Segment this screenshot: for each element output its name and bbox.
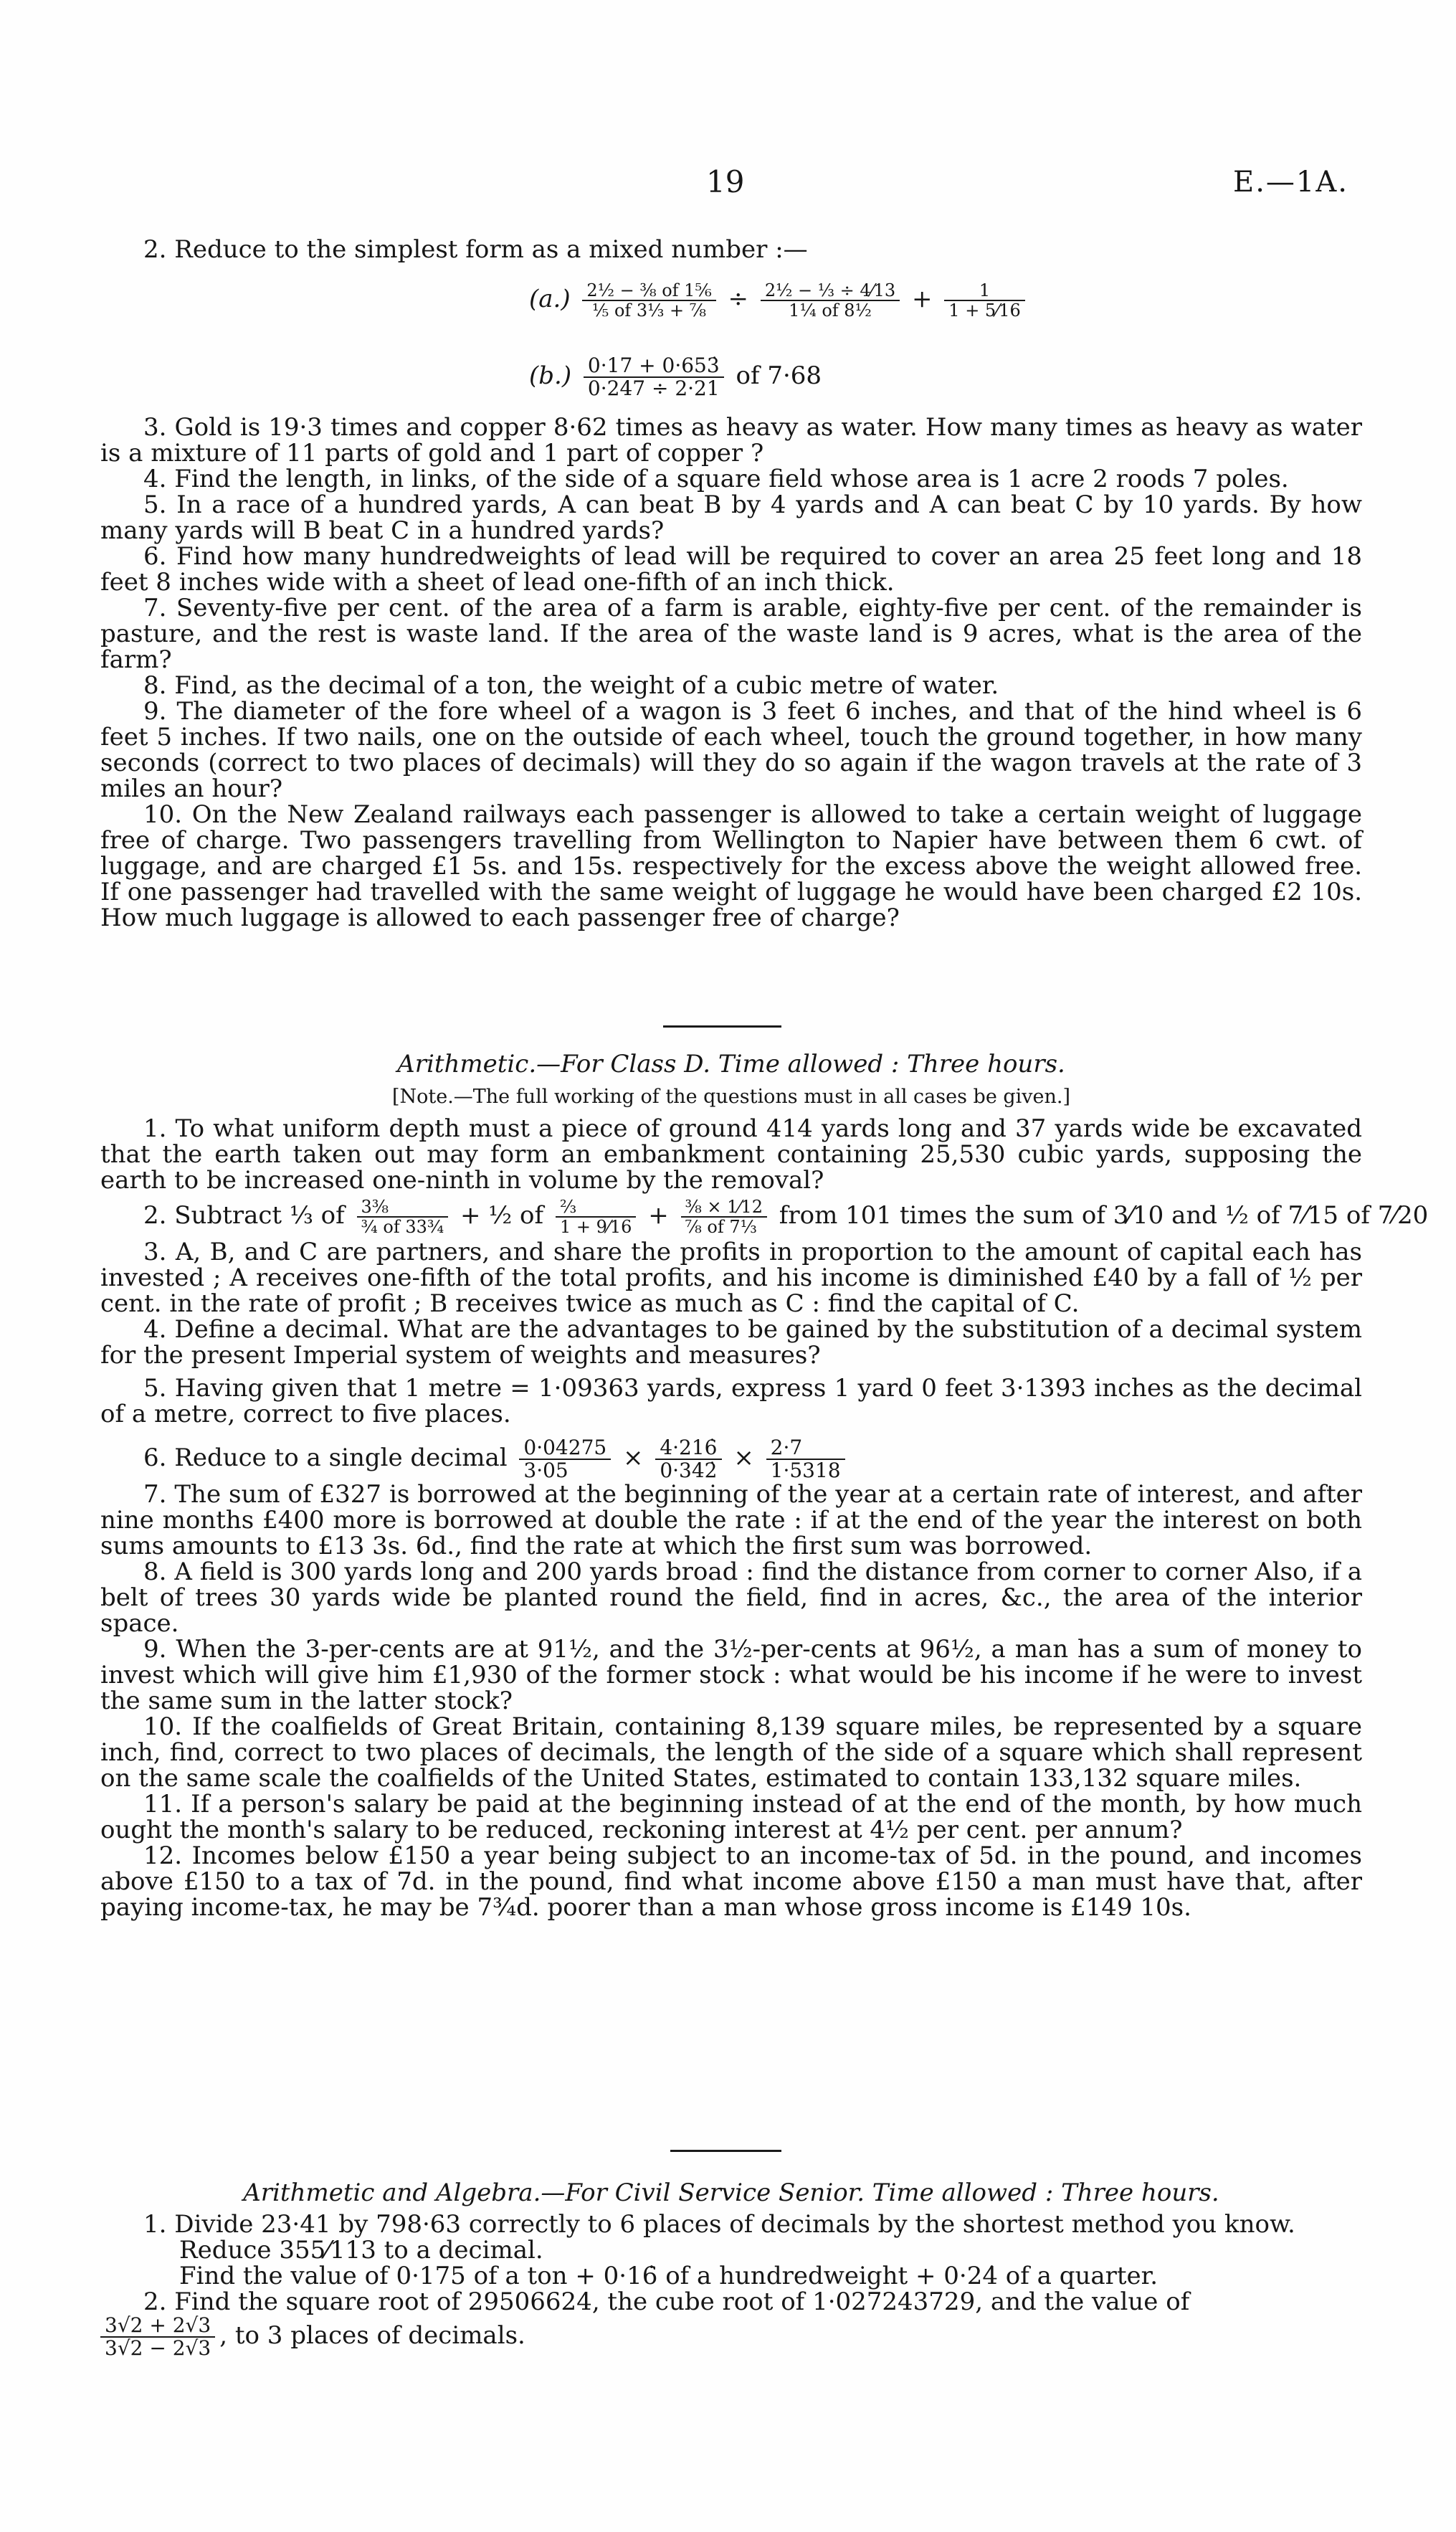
question: 9. When the 3-per-cents are at 91½, and the 3½-per-cents at 96½, a man has a sum of money to invest which will give him £1,930 of the former stock : what would be his income if he were to invest the same sum in the latter stock? (100, 1635, 1362, 1715)
question: 7. Seventy-five per cent. of the area of a farm is arable, eighty-five per cent. of the remainder is pasture, and the rest is waste land. If the area of the waste land is 9 acres, what is the area of the farm? (100, 594, 1362, 674)
surd-fraction: $\frac{3√2 + 2√3}{3√2 - 2√3}$ (100, 2315, 215, 2359)
question: 3. A, B, and C are partners, and share the profits in proportion to the amount of capital each has invested ; A receives one-fifth of the total profits, and his income is diminished £40 by a fall of ½ per cent. in the rate of profit ; B receives twice as much as C : find the capital of C. (100, 1238, 1362, 1318)
section-b-q6: 6. Reduce to a single decimal $\frac{0\cdot 04275}{3\cdot 05}$ × $\frac{4\cdot 216̇}{0\cdot 342̇}$ × $\frac{2\cdot 7}{1\cdot 5318}$ (100, 1437, 1362, 1481)
q6-fraction-3: $\frac{2\cdot 7}{1\cdot 5318}$ (766, 1437, 845, 1481)
section-b (100, 1050, 1429, 1922)
q2a-fraction-1: $\frac{\text{2½ − ⅜ of 1⅚}}{\text{⅕ of 3⅓ + ⅞}}$ (582, 281, 715, 320)
section-a-q2-intro: 2. Reduce to the simplest form as a mixed number :— (143, 235, 808, 264)
page-number: 19 (706, 164, 745, 199)
section-c-heading: Arithmetic and Algebra.—For Civil Service Senior. Time allowed : Three hours. (243, 2178, 1219, 2207)
q2-fraction-3: $\frac{\text{⅜ × 1⁄12}}{\text{⅞ of 7⅓}}$ (681, 1198, 767, 1236)
question: 5. Having given that 1 metre = 1·09363 yards, express 1 yard 0 feet 3·1393 inches as the decimal of a metre, correct to five places. (100, 1374, 1362, 1428)
section-c (100, 2180, 1362, 2359)
section-a-questions (100, 414, 1362, 931)
q2a-operator-divide: ÷ (728, 285, 749, 313)
q2a-label: (a.) (529, 285, 571, 313)
q6-fraction-1: $\frac{0\cdot 04275}{3\cdot 05}$ (519, 1437, 611, 1481)
q2a-fraction-3: $\frac{1}{1 + 5⁄16}$ (944, 281, 1024, 320)
question: 9. The diameter of the fore wheel of a wagon is 3 feet 6 inches, and that of the hind wheel is 6 feet 5 inches. If two nails, one on the outside of each wheel, touch the ground together, in how many seconds (correct to two places of decimals) will they do so again if the wagon travels at the rate of 3 miles an hour? (100, 697, 1362, 803)
q2b-label: (b.) (529, 361, 572, 390)
q2-fraction-1: $\frac{\text{3⅜}}{\text{¾ of 33¾}}$ (357, 1198, 449, 1236)
question: 4. Define a decimal. What are the advantages to be gained by the substitution of a decimal system for the present Imperial system of weights and measures? (100, 1315, 1362, 1370)
question: 10. If the coalfields of Great Britain, containing 8,139 square miles, be represented by a square inch, find, correct to two places of decimals, the length of the side of a square which shall represent on the same scale the coalfields of the United States, estimated to contain 133,132 square miles. (100, 1712, 1362, 1793)
q2b-tail: of 7·68 (736, 361, 822, 390)
section-c-q2-line1: 2. Find the square root of 29506624, the cube root of 1·027243729, and the value of (143, 2287, 1190, 2316)
question: 5. In a race of a hundred yards, A can beat B by 4 yards and A can beat C by 10 yards. By how many yards will B beat C in a hundred yards? (100, 490, 1362, 545)
question: 7. The sum of £327 is borrowed at the beginning of the year at a certain rate of interest, and after nine months £400 more is borrowed at double the rate : if at the end of the year the interest on both sums amounts to £13 3s. 6d., find the rate at which the first sum was borrowed. (100, 1480, 1362, 1560)
question: 1. To what uniform depth must a piece of ground 414 yards long and 37 yards wide be excavated that the earth taken out may form an embankment containing 25,530 cubic yards, supposing the earth to be increased one-ninth in volume by the removal? (100, 1114, 1362, 1195)
section-c-q1-line3: Find the value of 0·175 of a ton + 0·16̇ of a hundredweight + 0·24̇ of a quarter. (179, 2262, 1158, 2290)
q2a-expression (529, 281, 1029, 320)
section-b-heading: Arithmetic.—For Class D. Time allowed : Three hours. (397, 1050, 1065, 1078)
question: 6. Find how many hundredweights of lead will be required to cover an area 25 feet long and 18 feet 8 inches wide with a sheet of lead one-fifth of an inch thick. (100, 542, 1362, 597)
q2a-fraction-2: $\frac{\text{2½ − ⅓ ÷ 4⁄13}}{\text{1¼ of 8½}}$ (761, 281, 900, 320)
question: 10. On the New Zealand railways each passenger is allowed to take a certain weight of luggage free of charge. Two passengers travelling from Wellington to Napier have between them 6 cwt. of luggage, and are charged £1 5s. and 15s. respectively for the excess above the weight allowed free. If one passenger had travelled with the same weight of luggage he would have been charged £2 10s. How much luggage is allowed to each passenger free of charge? (100, 800, 1362, 932)
section-b-note: [Note.—The full working of the questions must in all cases be given.] (391, 1086, 1071, 1108)
q6-fraction-2: $\frac{4\cdot 216̇}{0\cdot 342̇}$ (655, 1437, 721, 1481)
q2a-operator-plus: + (911, 285, 933, 313)
section-c-q1-line2: Reduce 355⁄113 to a decimal. (179, 2236, 543, 2265)
q2b-fraction: $\frac{0\cdot 17 + 0\cdot 653̇}{0\cdot 247 \div 2\cdot 21}$ (584, 355, 724, 399)
section-c-q2-expression: $\frac{3√2 + 2√3}{3√2 - 2√3}$ , to 3 places of decimals. (100, 2315, 1362, 2359)
q2-fraction-2: $\frac{\text{⅔}}{1 + 9⁄16}$ (556, 1198, 636, 1236)
question: 4. Find the length, in links, of the side of a square field whose area is 1 acre 2 roods 7 poles. (143, 465, 1289, 493)
question: 8. Find, as the decimal of a ton, the weight of a cubic metre of water. (143, 671, 999, 700)
question: 12. Incomes below £150 a year being subject to an income-tax of 5d. in the pound, and incomes above £150 to a tax of 7d. in the pound, find what income above £150 a man must have that, after paying income-tax, he may be 7¾d. poorer than a man whose gross income is £149 10s. (100, 1841, 1362, 1922)
question: 11. If a person's salary be paid at the beginning instead of at the end of the month, by how much ought the month's salary to be reduced, reckoning interest at 4½ per cent. per annum? (100, 1790, 1362, 1844)
question: 3. Gold is 19·3 times and copper 8·62 times as heavy as water. How many times as heavy as water is a mixture of 11 parts of gold and 1 part of copper ? (100, 413, 1362, 468)
section-divider (663, 1025, 781, 1028)
section-c-q1-line1: 1. Divide 23·41 by 798·63 correctly to 6 places of decimals by the shortest method you know. (143, 2210, 1295, 2239)
section-b-q2: 2. Subtract ⅓ of $\frac{\text{3⅜}}{\text{¾ of 33¾}}$ + ½ of $\frac{\text{⅔}}{1 + 9⁄16}$ + $\frac{\text{⅜ × 1⁄12}}{\text{⅞ of 7⅓}}$ from 101 times the sum of 3⁄10 and ½ of 7⁄15 of 7⁄20 (143, 1197, 1429, 1237)
section-divider (670, 2150, 781, 2152)
q2b-expression (529, 355, 822, 399)
document-reference: E.—1A. (1233, 166, 1348, 199)
question: 8. A field is 300 yards long and 200 yards broad : find the distance from corner to corner Also, if a belt of trees 30 yards wide be planted round the field, find in acres, &c., the area of the interior space. (100, 1557, 1362, 1638)
